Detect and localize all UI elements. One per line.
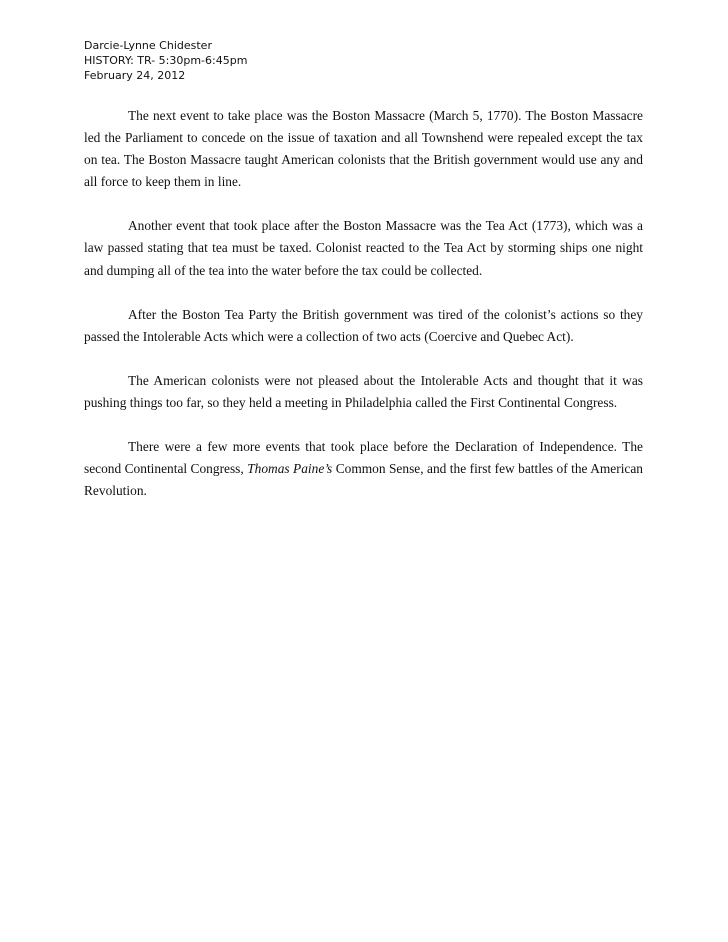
document-body bbox=[84, 105, 643, 524]
paragraph-boston-massacre: The next event to take place was the Boston Massacre (March 5, 1770). The Boston Massacre led the Parliament to concede on the issue of taxation and all Townshend were repealed except the tax on tea. The Boston Massacre taught American colonists that the British government would use any and all force to keep them in line. bbox=[84, 108, 643, 190]
paragraph-intolerable-acts: After the Boston Tea Party the British government was tired of the colonist’s actions so they passed the Intolerable Acts which were a collection of two acts (Coercive and Quebec Act). bbox=[84, 306, 643, 344]
paragraph-first-continental-congress: The American colonists were not pleased about the Intolerable Acts and thought that it was pushing things too far, so they held a meeting in Philadelphia called the First Continental Congress. bbox=[84, 372, 643, 410]
paragraph-text-before-italic: There were a few more events that took place before the Declaration of Independence. The second Continental Congress, bbox=[84, 439, 643, 477]
italic-thomas-paine: Thomas Paine’s bbox=[247, 461, 333, 477]
course-info: HISTORY: TR- 5:30pm-6:45pm bbox=[84, 54, 248, 67]
paragraph-text-after-italic: Common Sense, and the first few battles of the American Revolution. bbox=[84, 461, 643, 499]
paragraph-tea-act: Another event that took place after the Boston Massacre was the Tea Act (1773), which was a law passed stating that tea must be taxed. Colonist reacted to the Tea Act by storming ships one night and dumping all of the tea into the water before the tax could be collected. bbox=[84, 218, 643, 278]
document-header bbox=[84, 38, 247, 83]
author-name: Darcie-Lynne Chidester bbox=[84, 39, 212, 52]
document-date: February 24, 2012 bbox=[84, 69, 186, 82]
paragraph-events-before-declaration bbox=[84, 436, 643, 502]
